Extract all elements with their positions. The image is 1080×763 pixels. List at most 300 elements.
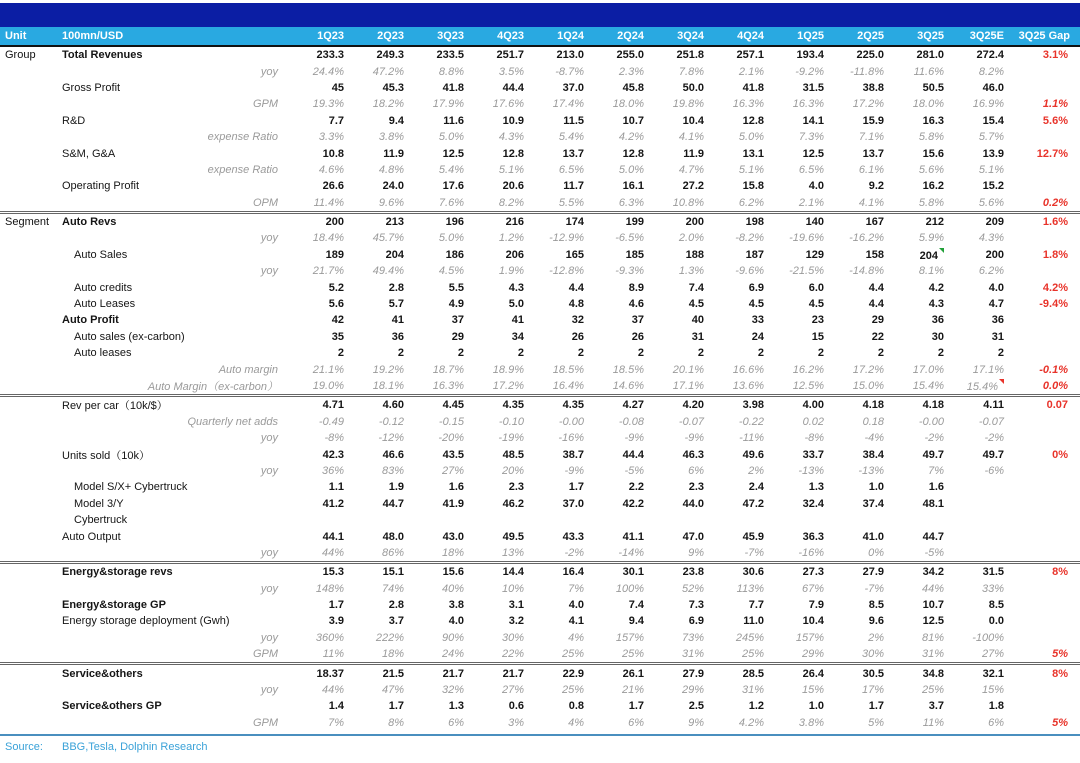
- cell: 44.0: [682, 497, 704, 510]
- gap-cell: 1.1%: [1042, 98, 1068, 111]
- cell: -11.8%: [849, 65, 884, 78]
- cell: 36: [931, 314, 944, 327]
- cell: 1.6: [928, 481, 944, 494]
- cell: 255.0: [616, 49, 644, 62]
- cell: 2: [637, 347, 644, 360]
- cell: 6.9: [688, 615, 704, 628]
- row-label: Auto credits: [74, 281, 133, 294]
- cell: 3.1: [508, 599, 524, 612]
- cell: 27%: [981, 648, 1004, 661]
- cell: 11.7: [563, 180, 584, 193]
- green-flag-icon: [939, 248, 944, 253]
- cell: 196: [408, 212, 468, 230]
- cell: 12.5: [922, 615, 944, 628]
- row-group-label: [0, 296, 60, 312]
- cell: 15.4%: [948, 378, 1008, 396]
- cell: 16.2%: [792, 363, 824, 376]
- cell: 222%: [375, 631, 404, 644]
- cell: 44.4: [502, 81, 524, 94]
- cell: 5.8%: [918, 131, 944, 144]
- cell: 7.4: [688, 281, 704, 294]
- cell: 37.0: [562, 497, 584, 510]
- row-group-label: [0, 682, 60, 698]
- cell: 4.1: [568, 615, 584, 628]
- row-group-label: [0, 80, 60, 96]
- cell: 251.8: [676, 49, 704, 62]
- cell: 4.2%: [738, 716, 764, 729]
- cell: 1.2%: [498, 232, 524, 245]
- row-label: yoy: [260, 232, 278, 245]
- cell: 233.3: [316, 49, 344, 62]
- cell: 16.3%: [732, 98, 764, 111]
- gap-cell: [1008, 479, 1080, 495]
- cell: 2.3: [508, 481, 524, 494]
- cell: 42: [331, 314, 344, 327]
- cell: 1.3%: [678, 265, 704, 278]
- cell: 47.2: [742, 497, 764, 510]
- gap-cell: -9.4%: [1039, 298, 1068, 311]
- cell: 16.2: [922, 180, 944, 193]
- cell: 10%: [501, 582, 524, 595]
- cell: 30: [931, 330, 944, 343]
- row-label: Auto sales (ex-carbon): [74, 330, 185, 343]
- gap-cell: 0.2%: [1042, 196, 1068, 209]
- cell: 7.7: [748, 599, 764, 612]
- cell: 12.8: [622, 147, 644, 160]
- cell: 3.8%: [378, 131, 404, 144]
- gap-cell: [1008, 545, 1080, 563]
- gap-cell: [1008, 430, 1080, 446]
- unit-value-header: 100mn/USD: [60, 27, 288, 46]
- cell: 200: [648, 212, 708, 230]
- cell: 5.6%: [918, 163, 944, 176]
- cell: 12.8: [502, 147, 524, 160]
- cell: 26: [571, 330, 584, 343]
- table-row: [0, 646, 1080, 664]
- cell: 245%: [735, 631, 764, 644]
- cell: 15.0%: [852, 380, 884, 392]
- cell: 49.7: [922, 448, 944, 461]
- cell: 17.9%: [432, 98, 464, 111]
- cell: 28.5: [708, 664, 768, 682]
- cell: -13%: [798, 464, 824, 477]
- cell: 17.6%: [492, 98, 524, 111]
- cell: -20%: [438, 432, 464, 445]
- row-label: Energy storage deployment (Gwh): [62, 615, 230, 628]
- cell: -100%: [972, 631, 1004, 644]
- row-label: Auto Revs: [60, 212, 288, 230]
- cell: 41.9: [442, 497, 464, 510]
- table-row: [0, 528, 1080, 544]
- cell: 11.4%: [313, 196, 344, 209]
- cell: 4.18: [828, 396, 888, 414]
- cell: 31%: [681, 648, 704, 661]
- cell: 25%: [621, 648, 644, 661]
- cell: 4.45: [408, 396, 468, 414]
- cell: 4.9: [448, 298, 464, 311]
- row-group-label: [0, 528, 60, 544]
- cell: -7%: [744, 546, 764, 559]
- gap-cell: 0%: [1052, 448, 1068, 461]
- column-header-1q25: 1Q25: [768, 27, 828, 46]
- table-row: [0, 664, 1080, 682]
- cell: 47.0: [682, 530, 704, 543]
- cell: 6%: [628, 716, 644, 729]
- cell: 13.7: [862, 147, 884, 160]
- cell: 17.0%: [912, 363, 944, 376]
- cell: 10.4: [682, 114, 704, 127]
- cell: 2: [337, 347, 344, 360]
- cell: 15.4%: [912, 380, 944, 392]
- cell: 189: [325, 248, 344, 261]
- cell: 1.1: [328, 481, 344, 494]
- cell: 15.6: [922, 147, 944, 160]
- cell: 24: [751, 330, 764, 343]
- row-label: Operating Profit: [62, 180, 140, 193]
- cell: 3.2: [508, 615, 524, 628]
- cell: [948, 479, 1008, 495]
- row-label: Auto Profit: [62, 314, 119, 327]
- cell: 44%: [921, 582, 944, 595]
- cell: 1.3: [448, 700, 464, 713]
- cell: 5%: [868, 716, 884, 729]
- cell: 13%: [501, 546, 524, 559]
- unit-header: Unit: [0, 27, 60, 46]
- column-header-4q23: 4Q23: [468, 27, 528, 46]
- column-header-2q24: 2Q24: [588, 27, 648, 46]
- row-group-label: [0, 329, 60, 345]
- cell: 5.1%: [498, 163, 524, 176]
- cell: 25%: [561, 648, 584, 661]
- cell: -0.08: [618, 415, 644, 428]
- cell: 2: [817, 347, 824, 360]
- cell: 4.00: [768, 396, 828, 414]
- cell: 27.9: [828, 563, 888, 581]
- cell: 18.1%: [372, 380, 404, 392]
- cell: [468, 512, 528, 528]
- cell: 33.7: [802, 448, 824, 461]
- cell: 32: [571, 314, 584, 327]
- gap-cell: [1008, 613, 1080, 629]
- cell: 34.2: [888, 563, 948, 581]
- cell: 216: [468, 212, 528, 230]
- cell: 31: [691, 330, 704, 343]
- table-row: [0, 312, 1080, 328]
- cell: 17.1%: [972, 363, 1004, 376]
- row-label: GPM: [252, 98, 278, 111]
- table-row: [0, 430, 1080, 446]
- table-row: [0, 80, 1080, 96]
- cell: 7%: [568, 582, 584, 595]
- cell: 44.7: [922, 530, 944, 543]
- cell: 41.0: [862, 530, 884, 543]
- cell: 6.5%: [798, 163, 824, 176]
- row-label: Energy&storage revs: [60, 563, 288, 581]
- row-group-label: [0, 597, 60, 613]
- cell: 4.8: [568, 298, 584, 311]
- cell: -0.49: [318, 415, 344, 428]
- gap-cell: [1008, 329, 1080, 345]
- cell: 83%: [381, 464, 404, 477]
- cell: 8.1%: [918, 265, 944, 278]
- cell: 0.6: [508, 700, 524, 713]
- cell: 31.5: [948, 563, 1008, 581]
- cell: 9.4: [628, 615, 644, 628]
- cell: 21.7: [408, 664, 468, 682]
- cell: 9.6: [868, 615, 884, 628]
- cell: 37.0: [562, 81, 584, 94]
- cell: [348, 512, 408, 528]
- cell: 1.9: [388, 481, 404, 494]
- cell: 174: [528, 212, 588, 230]
- gap-cell: [1008, 630, 1080, 646]
- cell: 15.9: [862, 114, 884, 127]
- table-row: [0, 396, 1080, 414]
- cell: 74%: [381, 582, 404, 595]
- cell: -9%: [564, 464, 584, 477]
- cell: 41.8: [442, 81, 464, 94]
- cell: 16.4%: [552, 380, 584, 392]
- row-group-label: [0, 698, 60, 714]
- report-table: [0, 27, 1080, 731]
- cell: 17.2%: [492, 380, 524, 392]
- cell: 12.8: [742, 114, 764, 127]
- cell: 1.0: [868, 481, 884, 494]
- cell: 3.3%: [318, 131, 344, 144]
- cell: 30%: [501, 631, 524, 644]
- cell: 67%: [801, 582, 824, 595]
- cell: 16.6%: [732, 363, 764, 376]
- table-row: [0, 145, 1080, 161]
- cell: 2: [397, 347, 404, 360]
- cell: 86%: [381, 546, 404, 559]
- cell: 4.0: [808, 180, 824, 193]
- gap-cell: [1008, 414, 1080, 430]
- table-row: [0, 96, 1080, 112]
- row-group-label: [0, 345, 60, 361]
- cell: 81%: [921, 631, 944, 644]
- cell: 2.2: [628, 481, 644, 494]
- cell: 43.3: [562, 530, 584, 543]
- gap-cell: [1008, 581, 1080, 597]
- row-group-label: [0, 664, 60, 682]
- cell: -0.07: [678, 415, 704, 428]
- cell: 4.35: [468, 396, 528, 414]
- cell: 6.0: [808, 281, 824, 294]
- cell: 45.9: [742, 530, 764, 543]
- cell: 13.7: [562, 147, 584, 160]
- row-group-label: [0, 446, 60, 462]
- cell: 18.2%: [372, 98, 404, 111]
- column-header-4q24: 4Q24: [708, 27, 768, 46]
- cell: 46.2: [502, 497, 524, 510]
- cell: 18.9%: [492, 363, 524, 376]
- row-label: Model S/X+ Cybertruck: [74, 481, 188, 494]
- cell: 2: [997, 347, 1004, 360]
- row-group-label: [0, 414, 60, 430]
- cell: 49.4%: [372, 265, 404, 278]
- top-title-bar: [0, 3, 1080, 27]
- cell: 41: [391, 314, 404, 327]
- cell: -6%: [984, 464, 1004, 477]
- cell: 157%: [615, 631, 644, 644]
- cell: 198: [708, 212, 768, 230]
- cell: [768, 512, 828, 528]
- cell: -8.7%: [555, 65, 584, 78]
- gap-cell: [1008, 528, 1080, 544]
- cell: 31.5: [802, 81, 824, 94]
- cell: 165: [565, 248, 584, 261]
- cell: 16.9%: [972, 98, 1004, 111]
- cell: 5.0%: [618, 163, 644, 176]
- cell: [588, 512, 648, 528]
- cell: 43.5: [442, 448, 464, 461]
- cell: 209: [948, 212, 1008, 230]
- row-group-label: [0, 263, 60, 279]
- cell: 32%: [441, 684, 464, 697]
- cell: -14.8%: [849, 265, 884, 278]
- cell: 32.4: [802, 497, 824, 510]
- cell: -2%: [564, 546, 584, 559]
- gap-cell: [1008, 178, 1080, 194]
- cell: 7.4: [628, 599, 644, 612]
- cell: 40%: [441, 582, 464, 595]
- cell: 29: [871, 314, 884, 327]
- cell: 5.5%: [558, 196, 584, 209]
- cell: 1.0: [808, 700, 824, 713]
- cell: 213.0: [556, 49, 584, 62]
- row-label: Auto leases: [74, 347, 132, 360]
- cell: -9.3%: [615, 265, 644, 278]
- cell: 7%: [328, 716, 344, 729]
- cell: 21.7%: [312, 265, 344, 278]
- row-label: expense Ratio: [207, 163, 278, 176]
- cell: 13.1: [742, 147, 764, 160]
- row-group-label: [0, 113, 60, 129]
- table-row: [0, 129, 1080, 145]
- cell: 4.4: [568, 281, 584, 294]
- table-row: [0, 247, 1080, 263]
- row-label: yoy: [260, 432, 278, 445]
- cell: 37.4: [862, 497, 884, 510]
- gap-cell: [1008, 512, 1080, 528]
- cell: 8.5: [868, 599, 884, 612]
- cell: 17%: [861, 684, 884, 697]
- cell: [888, 512, 948, 528]
- cell: 41: [511, 314, 524, 327]
- cell: 2.3: [688, 481, 704, 494]
- cell: 15: [811, 330, 824, 343]
- row-label: yoy: [260, 684, 278, 697]
- gap-cell: [1008, 312, 1080, 328]
- cell: -16.2%: [849, 232, 884, 245]
- row-group-label: [0, 545, 60, 563]
- cell: 5.6: [328, 298, 344, 311]
- cell: 4%: [568, 716, 584, 729]
- row-label: Energy&storage GP: [62, 599, 166, 612]
- cell: 5.9%: [918, 232, 944, 245]
- cell: 6.9: [748, 281, 764, 294]
- cell: 9.4: [388, 114, 404, 127]
- cell: 5.2: [328, 281, 344, 294]
- cell: 34: [511, 330, 524, 343]
- cell: 4.3%: [978, 232, 1004, 245]
- cell: 38.4: [862, 448, 884, 461]
- cell: -0.12: [378, 415, 404, 428]
- cell: 9%: [688, 546, 704, 559]
- cell: 6.1%: [858, 163, 884, 176]
- gap-cell: 5.6%: [1042, 114, 1068, 127]
- cell: 25%: [741, 648, 764, 661]
- cell: 1.7: [628, 700, 644, 713]
- cell: 4.60: [348, 396, 408, 414]
- cell: 46.6: [382, 448, 404, 461]
- cell: 2: [697, 347, 704, 360]
- row-group-label: [0, 496, 60, 512]
- cell: 36: [391, 330, 404, 343]
- cell: 27.9: [648, 664, 708, 682]
- cell: 4.20: [648, 396, 708, 414]
- row-group-label: [0, 312, 60, 328]
- cell: 11.6%: [913, 65, 944, 78]
- cell: 17.2%: [852, 363, 884, 376]
- cell: 47%: [381, 684, 404, 697]
- row-group-label: [0, 378, 60, 396]
- cell: -0.00: [558, 415, 584, 428]
- cell: -5%: [924, 546, 944, 559]
- cell: 10.4: [802, 615, 824, 628]
- column-header-3q25e: 3Q25E: [948, 27, 1008, 46]
- cell: -21.5%: [789, 265, 824, 278]
- cell: 15.1: [348, 563, 408, 581]
- cell: 14.1: [802, 114, 824, 127]
- cell: 40: [691, 314, 704, 327]
- source-label: Source:: [5, 741, 43, 754]
- row-group-label: [0, 230, 60, 246]
- cell: 36%: [321, 464, 344, 477]
- cell: 272.4: [976, 49, 1004, 62]
- cell: 1.7: [568, 481, 584, 494]
- cell: [948, 528, 1008, 544]
- row-label: expense Ratio: [207, 131, 278, 144]
- row-label: Auto margin: [218, 363, 278, 376]
- table-row: [0, 345, 1080, 361]
- gap-cell: [1008, 597, 1080, 613]
- cell: 4.8%: [378, 163, 404, 176]
- cell: 148%: [315, 582, 344, 595]
- cell: 2.4: [748, 481, 764, 494]
- cell: -19.6%: [789, 232, 824, 245]
- cell: 20.1%: [672, 363, 704, 376]
- cell: 5.1%: [738, 163, 764, 176]
- cell: 4.2: [928, 281, 944, 294]
- cell: 4.6%: [318, 163, 344, 176]
- cell: 45.8: [622, 81, 644, 94]
- cell: -8.2%: [735, 232, 764, 245]
- cell: 18%: [381, 648, 404, 661]
- cell: 45.7%: [372, 232, 404, 245]
- table-header-row: [0, 27, 1080, 46]
- table-row: [0, 698, 1080, 714]
- cell: 8.5: [988, 599, 1004, 612]
- cell: 11.5: [563, 114, 584, 127]
- cell: 4.4: [868, 281, 884, 294]
- cell: 1.7: [328, 599, 344, 612]
- cell: 157%: [795, 631, 824, 644]
- gap-cell: 12.7%: [1036, 147, 1068, 160]
- cell: 1.2: [748, 700, 764, 713]
- cell: 4.0: [448, 615, 464, 628]
